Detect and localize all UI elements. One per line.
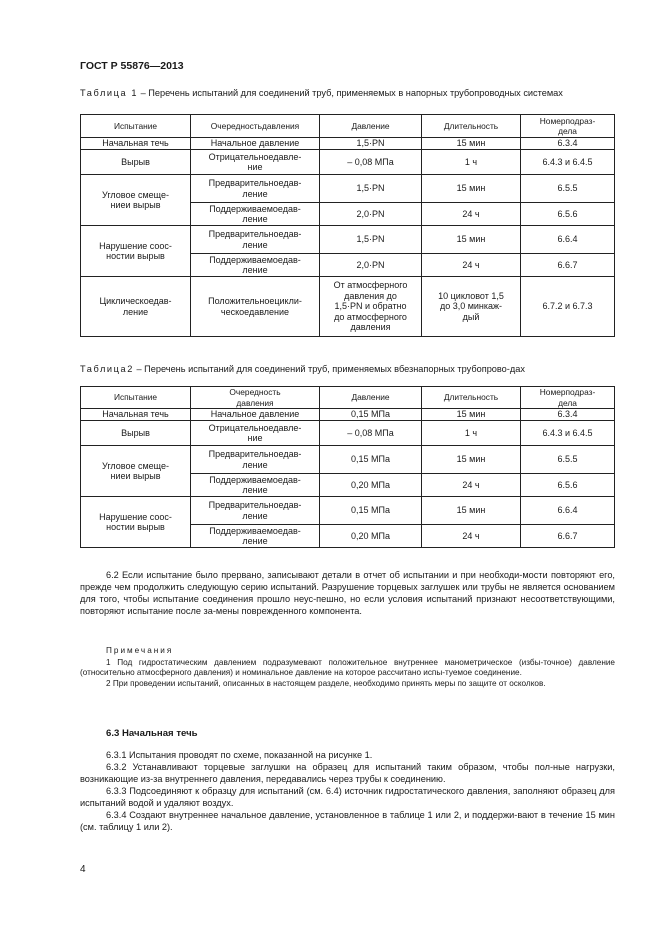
section-6-3-title: 6.3 Начальная течь xyxy=(106,728,198,739)
cell-pressure: 0,15 МПа xyxy=(320,409,422,421)
table-row xyxy=(81,138,615,150)
cell-order: Предварительноедав- ление xyxy=(191,497,320,525)
column-header: Испытание xyxy=(81,115,191,138)
table1-caption-text: – Перечень испытаний для соединений труб, применяемых в напорных трубопроводных системах xyxy=(138,88,563,98)
cell-pressure: 2,0·PN xyxy=(320,203,422,226)
table-header-row xyxy=(81,387,615,409)
cell-pressure: 1,5·PN xyxy=(320,226,422,254)
cell-pressure: – 0,08 МПа xyxy=(320,421,422,446)
cell-section: 6.5.5 xyxy=(521,175,615,203)
table2-caption xyxy=(80,364,615,374)
column-header: Давление xyxy=(320,115,422,138)
cell-section: 6.4.3 и 6.4.5 xyxy=(521,150,615,175)
cell-test: Нарушение соос- ностии вырыв xyxy=(81,226,191,277)
table-row xyxy=(81,175,615,203)
cell-test: Угловое смеще- ниеи вырыв xyxy=(81,175,191,226)
cell-pressure: 0,20 МПа xyxy=(320,474,422,497)
cell-test: Циклическоедав- ление xyxy=(81,277,191,337)
cell-pressure: 0,15 МПа xyxy=(320,497,422,525)
cell-section: 6.6.4 xyxy=(521,226,615,254)
column-header: Номерподраз- дела xyxy=(521,387,615,409)
table1-caption xyxy=(80,88,615,98)
cell-pressure: 1,5·PN xyxy=(320,175,422,203)
cell-section: 6.5.5 xyxy=(521,446,615,474)
column-header: Длительность xyxy=(422,387,521,409)
cell-pressure: От атмосферного давления до 1,5·PN и обратно до атмосферного давления xyxy=(320,277,422,337)
paragraph-6-3-1: 6.3.1 Испытания проводят по схеме, показанной на рисунке 1. xyxy=(106,750,373,760)
cell-duration: 15 мин xyxy=(422,175,521,203)
cell-section: 6.6.4 xyxy=(521,497,615,525)
table2 xyxy=(80,386,615,548)
cell-section: 6.3.4 xyxy=(521,409,615,421)
page-number: 4 xyxy=(80,864,86,875)
table-row xyxy=(81,421,615,446)
cell-order: Отрицательноедавле- ние xyxy=(191,421,320,446)
column-header: Длительность xyxy=(422,115,521,138)
cell-order: Положительноецикли- ческоедавление xyxy=(191,277,320,337)
cell-order: Начальное давление xyxy=(191,409,320,421)
cell-order: Поддерживаемоедав- ление xyxy=(191,525,320,548)
section-6-3-body xyxy=(80,749,615,833)
cell-test: Вырыв xyxy=(81,421,191,446)
cell-duration: 10 цикловот 1,5 до 3,0 минкаж- дый xyxy=(422,277,521,337)
cell-pressure: 2,0·PN xyxy=(320,254,422,277)
cell-duration: 15 мин xyxy=(422,226,521,254)
cell-order: Предварительноедав- ление xyxy=(191,175,320,203)
cell-test: Начальная течь xyxy=(81,138,191,150)
notes-block xyxy=(80,646,615,689)
cell-duration: 24 ч xyxy=(422,203,521,226)
column-header: Номерподраз- дела xyxy=(521,115,615,138)
cell-duration: 24 ч xyxy=(422,474,521,497)
cell-section: 6.7.2 и 6.7.3 xyxy=(521,277,615,337)
cell-order: Предварительноедав- ление xyxy=(191,446,320,474)
cell-test: Начальная течь xyxy=(81,409,191,421)
cell-test: Угловое смеще- ниеи вырыв xyxy=(81,446,191,497)
table1-caption-label: Таблица 1 xyxy=(80,88,139,98)
note-1: 1 Под гидростатическим давлением подразумевают положительное внутреннее манометрическое (избы-точное) давление (относительно атмосферного давления) и номинальное давление на которое рассчитано испы-туемое соединение. xyxy=(80,657,615,678)
cell-pressure: – 0,08 МПа xyxy=(320,150,422,175)
paragraph-6-2-text: 6.2 Если испытание было прервано, записывают детали в отчет об испытании и при необходи-мости повторяют его, прежде чем продолжить следующую серию испытаний. Разрушение торцевых заглушек или трубы не является основанием для того, чтобы испытание соединения прошло неус-пешно, но если условия испытаний признают несоответствующими, повторяют испытание после за-мены поврежденного компонента. xyxy=(80,570,615,616)
cell-order: Поддерживаемоедав- ление xyxy=(191,203,320,226)
table2-caption-text: – Перечень испытаний для соединений труб, применяемых вбезнапорных трубопрово-дах xyxy=(133,364,525,374)
table-row xyxy=(81,409,615,421)
cell-pressure: 0,20 МПа xyxy=(320,525,422,548)
cell-duration: 24 ч xyxy=(422,525,521,548)
paragraph-6-3-2: 6.3.2 Устанавливают торцевые заглушки на образец для испытаний таким образом, чтобы пол-ные нагрузки, возникающие из-за внутреннего давления, передавались через трубы к соединению. xyxy=(80,762,615,784)
cell-duration: 15 мин xyxy=(422,409,521,421)
cell-pressure: 1,5·PN xyxy=(320,138,422,150)
cell-order: Поддерживаемоедав- ление xyxy=(191,254,320,277)
cell-test: Нарушение соос- ностии вырыв xyxy=(81,497,191,548)
cell-section: 6.6.7 xyxy=(521,254,615,277)
cell-duration: 15 мин xyxy=(422,497,521,525)
cell-duration: 15 мин xyxy=(422,138,521,150)
cell-section: 6.5.6 xyxy=(521,203,615,226)
note-2: 2 При проведении испытаний, описанных в настоящем разделе, необходимо принять меры по защите от осколков. xyxy=(106,678,546,688)
table-row xyxy=(81,226,615,254)
cell-pressure: 0,15 МПа xyxy=(320,446,422,474)
cell-section: 6.3.4 xyxy=(521,138,615,150)
table-row xyxy=(81,277,615,337)
column-header: Очередностьдавления xyxy=(191,115,320,138)
cell-duration: 24 ч xyxy=(422,254,521,277)
cell-section: 6.6.7 xyxy=(521,525,615,548)
table-row xyxy=(81,446,615,474)
paragraph-6-2 xyxy=(80,569,615,617)
cell-order: Начальное давление xyxy=(191,138,320,150)
cell-section: 6.5.6 xyxy=(521,474,615,497)
table2-caption-label: Таблица2 xyxy=(80,364,134,374)
cell-duration: 15 мин xyxy=(422,446,521,474)
column-header: Испытание xyxy=(81,387,191,409)
cell-order: Предварительноедав- ление xyxy=(191,226,320,254)
notes-heading: Примечания xyxy=(106,646,174,655)
column-header: Очередность давления xyxy=(191,387,320,409)
paragraph-6-3-4: 6.3.4 Создают внутреннее начальное давление, установленное в таблице 1 или 2, и поддержи-вают в течение 15 мин (см. таблицу 1 или 2). xyxy=(80,810,615,832)
table-row xyxy=(81,497,615,525)
table1 xyxy=(80,114,615,337)
document-header: ГОСТ Р 55876—2013 xyxy=(80,60,184,72)
cell-order: Поддерживаемоедав- ление xyxy=(191,474,320,497)
table-row xyxy=(81,150,615,175)
paragraph-6-3-3: 6.3.3 Подсоединяют к образцу для испытаний (см. 6.4) источник гидростатического давления, заполняют образец для испытаний водой и удаляют воздух. xyxy=(80,786,615,808)
column-header: Давление xyxy=(320,387,422,409)
cell-duration: 1 ч xyxy=(422,150,521,175)
cell-test: Вырыв xyxy=(81,150,191,175)
table-header-row xyxy=(81,115,615,138)
cell-duration: 1 ч xyxy=(422,421,521,446)
cell-section: 6.4.3 и 6.4.5 xyxy=(521,421,615,446)
cell-order: Отрицательноедавле- ние xyxy=(191,150,320,175)
